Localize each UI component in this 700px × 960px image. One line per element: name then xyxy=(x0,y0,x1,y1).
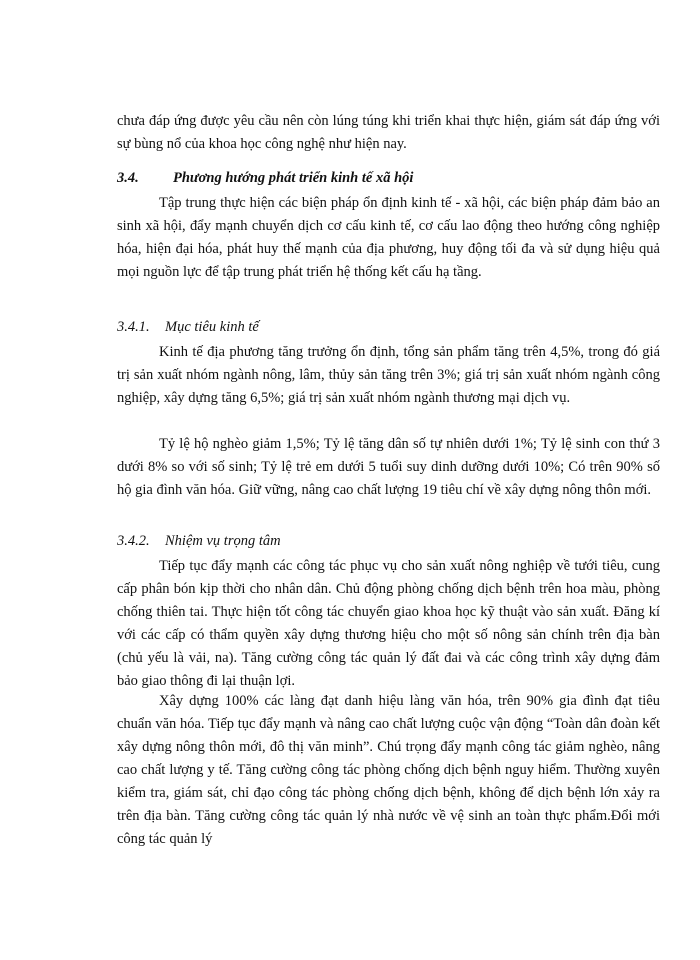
subsection-heading-3-4-1 xyxy=(117,316,660,339)
culture-health-tasks-paragraph: Xây dựng 100% các làng đạt danh hiệu làng văn hóa, trên 90% gia đình đạt tiêu chuẩn văn hóa. Tiếp tục đẩy mạnh và nâng cao chất lượng cuộc vận động “Toàn dân đoàn kết xây dựng nông thôn mới, đô thị văn minh”. Chú trọng đẩy mạnh công tác giảm nghèo, nâng cao chất lượng y tế. Tăng cường công tác phòng chống dịch bệnh nguy hiểm. Thường xuyên kiểm tra, giám sát, chỉ đạo công tác phòng chống dịch bệnh, không để dịch bệnh lớn xảy ra trên địa bàn. Tăng cường công tác quản lý nhà nước về vệ sinh an toàn thực phẩm.Đổi mới công tác quản lý xyxy=(117,693,660,847)
agriculture-tasks-paragraph: Tiếp tục đẩy mạnh các công tác phục vụ cho sản xuất nông nghiệp về tưới tiêu, cung cấp phân bón kịp thời cho nhân dân. Chủ động phòng chống dịch bệnh trên hoa màu, phòng chống thiên tai. Thực hiện tốt công tác chuyển giao khoa học kỹ thuật vào sản xuất. Đăng kí với các cấp có thẩm quyền xây dựng thương hiệu cho một số nông sản chính trên địa bàn (chủ yếu là vải, na). Tăng cường công tác quản lý đất đai và các công trình xây dựng đảm bảo giao thông đi lại thuận lợi. xyxy=(117,558,660,689)
intro-paragraph: chưa đáp ứng được yêu cầu nên còn lúng túng khi triển khai thực hiện, giám sát đáp ứng với sự bùng nổ của khoa học công nghệ như hiện nay. xyxy=(117,113,660,152)
section-title: Phương hướng phát triển kinh tế xã hội xyxy=(173,170,414,186)
economic-goals-paragraph: Kinh tế địa phương tăng trưởng ổn định, tổng sản phẩm tăng trên 4,5%, trong đó giá trị sản xuất nhóm ngành nông, lâm, thủy sản tăng trên 3%; giá trị sản xuất nhóm ngành công nghiệp, xây dựng tăng 6,5%; giá trị sản xuất nhóm ngành thương mại dịch vụ. xyxy=(117,344,660,406)
subsection-title: Mục tiêu kinh tế xyxy=(165,319,259,335)
direction-paragraph: Tập trung thực hiện các biện pháp ổn định kinh tế - xã hội, các biện pháp đảm bảo an sinh xã hội, đẩy mạnh chuyển dịch cơ cấu kinh tế, cơ cấu lao động theo hướng công nghiệp hóa, hiện đại hóa, phát huy thế mạnh của địa phương, huy động tối đa và sử dụng hiệu quả mọi nguồn lực để tập trung phát triển hệ thống kết cấu hạ tầng. xyxy=(117,195,660,280)
subsection-heading-3-4-2 xyxy=(117,530,660,553)
subsection-number: 3.4.2. xyxy=(117,533,150,549)
subsection-title: Nhiệm vụ trọng tâm xyxy=(165,533,281,549)
section-heading-3-4 xyxy=(117,167,660,190)
social-targets-paragraph: Tỷ lệ hộ nghèo giảm 1,5%; Tỷ lệ tăng dân số tự nhiên dưới 1%; Tỷ lệ sinh con thứ 3 dưới 8% so với số sinh; Tỷ lệ trẻ em dưới 5 tuổi suy dinh dưỡng dưới 10%; Có trên 90% số hộ gia đình văn hóa. Giữ vững, nâng cao chất lượng 19 tiêu chí về xây dựng nông thôn mới. xyxy=(117,436,660,498)
section-number: 3.4. xyxy=(117,170,139,186)
subsection-number: 3.4.1. xyxy=(117,319,150,335)
